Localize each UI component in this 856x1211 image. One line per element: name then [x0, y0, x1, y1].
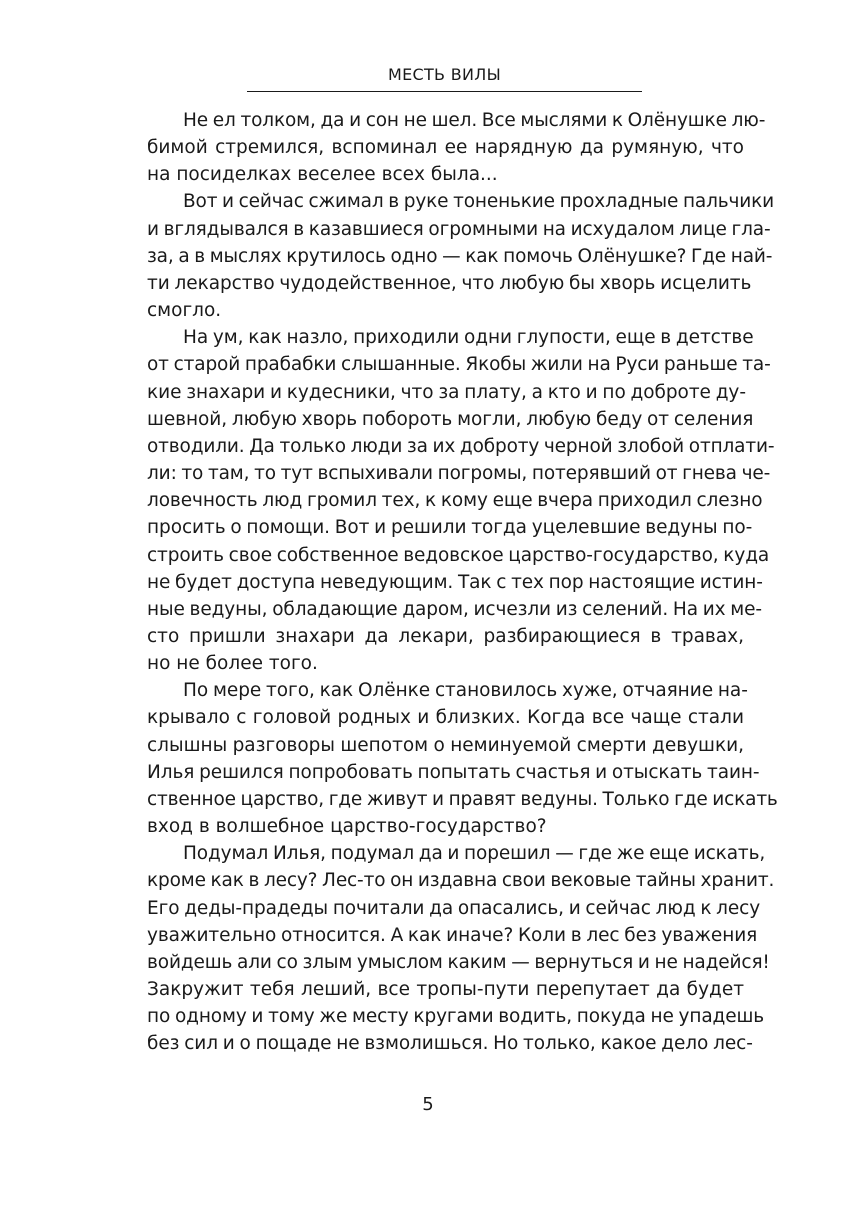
text-line: Подумал Илья, подумал да и порешил — где же еще искать,: [183, 843, 766, 865]
text-line: уважительно относится. А как иначе? Коли в лес без уважения: [147, 924, 758, 946]
text-line: На ум, как назло, приходили одни глупости, еще в детстве: [183, 327, 754, 349]
text-line: Вот и сейчас сжимал в руке тоненькие прохладные пальчики: [183, 191, 775, 213]
running-header-title: МЕСТЬ ВИЛЫ: [387, 65, 501, 84]
text-line: кие знахари и кудесники, что за плату, а кто и по доброте ду-: [147, 381, 746, 403]
text-line: без сил и о пощаде не взмолишься. Но только, какое дело лес-: [147, 1033, 753, 1055]
paragraph: [147, 107, 766, 188]
text-line: и вглядывался в казавшиеся огромными на исхудалом лице гла-: [147, 218, 771, 240]
text-line: смогло.: [147, 300, 222, 322]
header-rule: [247, 91, 642, 92]
text-line: по одному и тому же месту кругами водить, покуда не упадешь: [147, 1006, 765, 1028]
paragraph: [147, 677, 778, 840]
text-line: от старой прабабки слышанные. Якобы жили на Руси раньше та-: [147, 354, 771, 376]
text-line: сто пришли знахари да лекари, разбирающиеся в травах,: [147, 625, 744, 647]
text-line: отводили. Да только люди за их доброту черной злобой отплати-: [147, 435, 775, 457]
text-line: не будет доступа неведующим. Так с тех пор настоящие истин-: [147, 571, 763, 593]
text-line: Закружит тебя леший, все тропы-пути перепутает да будет: [147, 979, 744, 1000]
text-line: ти лекарство чудодейственное, что любую бы хворь исцелить: [147, 272, 752, 294]
text-line: за, а в мыслях крутилось одно — как помочь Олёнушке? Где най-: [147, 245, 773, 267]
text-line: строить свое собственное ведовское царство-государство, куда: [147, 544, 770, 566]
text-line: Не ел толком, да и сон не шел. Все мыслями к Олёнушке лю-: [183, 110, 766, 131]
text-line: просить о помощи. Вот и решили тогда уцелевшие ведуны по-: [147, 517, 753, 539]
text-line: Его деды-прадеды почитали да опасались, и сейчас люд к лесу: [147, 897, 761, 919]
text-line: войдешь али со злым умыслом каким — вернуться и не надейся!: [147, 951, 770, 973]
text-line: По мере того, как Олёнке становилось хуже, отчаяние на-: [183, 680, 748, 702]
text-line: ственное царство, где живут и правят ведуны. Только где искать: [147, 788, 778, 810]
text-line: бимой стремился, вспоминал ее нарядную да румяную, что: [147, 137, 744, 159]
paragraph: [147, 188, 775, 324]
text-line: но не более того.: [147, 653, 318, 675]
paragraph: [147, 324, 775, 677]
text-line: Илья решился попробовать попытать счастья и отыскать таин-: [147, 761, 760, 783]
paragraph: [147, 840, 775, 1057]
text-line: шевной, любую хворь побороть могли, любую беду от селения: [147, 408, 754, 430]
text-line: ли: то там, то тут вспыхивали погромы, потерявший от гнева че-: [147, 463, 771, 485]
body-text: [147, 107, 778, 1057]
text-line: слышны разговоры шепотом о неминуемой смерти девушки,: [147, 734, 744, 756]
text-line: крывало с головой родных и близких. Когда все чаще стали: [147, 707, 744, 729]
running-header: [247, 64, 642, 92]
text-line: вход в волшебное царство-государство?: [147, 816, 547, 838]
text-line: ные ведуны, обладающие даром, исчезли из селений. На их ме-: [147, 598, 762, 620]
page-number: 5: [422, 1094, 434, 1115]
text-line: ловечность люд громил тех, к кому еще вчера приходил слезно: [147, 490, 763, 512]
text-line: кроме как в лесу? Лес-то он издавна свои вековые тайны хранит.: [147, 870, 775, 892]
text-line: на посиделках веселее всех была...: [147, 164, 498, 186]
